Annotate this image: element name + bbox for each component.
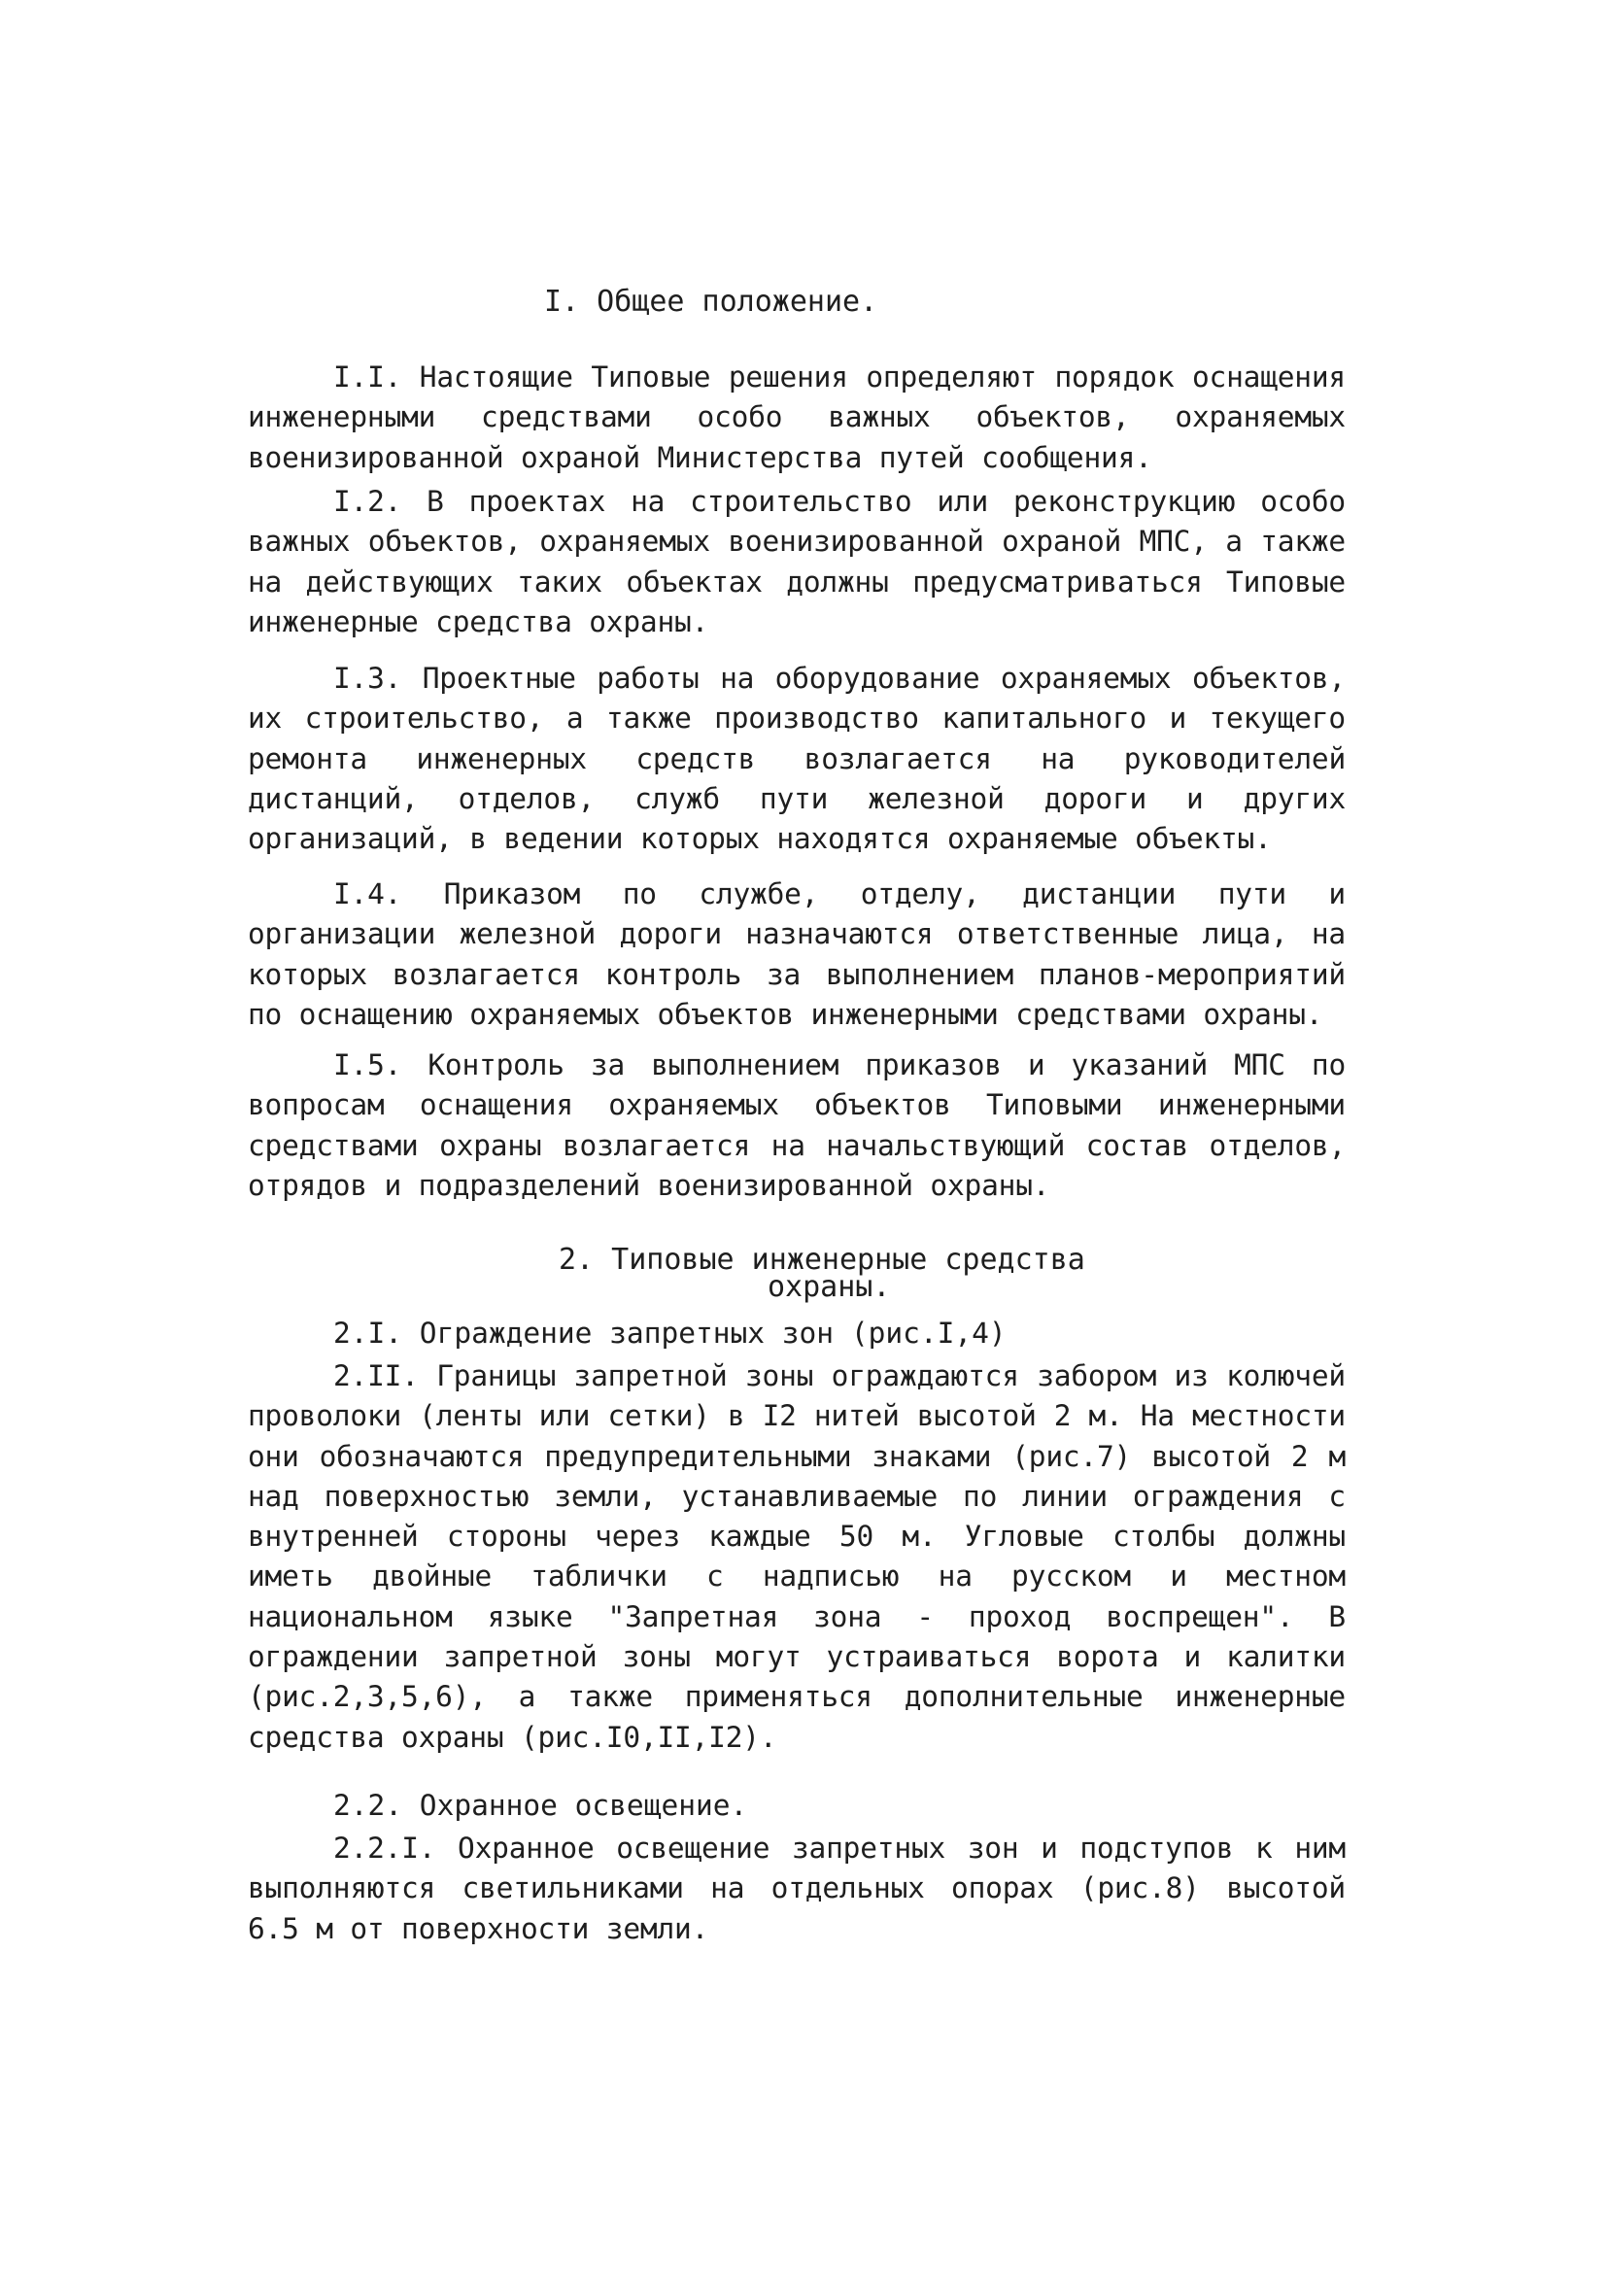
paragraph-2-2-1-text: 2.2.I. Охранное освещение запретных зон и подступов к ним выполняются светильниками на отдельных опорах (рис.8) высотой 6.5 м от поверхности земли. <box>248 1832 1346 1945</box>
paragraph-1-4 <box>248 874 1346 1035</box>
paragraph-1-4-text: I.4. Приказом по службе, отделу, дистанции пути и организации железной дороги назначаются ответственные лица, на которых возлагается контроль за выполнением планов-мероприятий по оснащению охраняемых объектов инженерными средствами охраны. <box>248 877 1346 1031</box>
paragraph-2-2-1 <box>248 1829 1346 1949</box>
subsection-2-1: 2.I. Ограждение запретных зон (рис.I,4) <box>333 1317 1007 1350</box>
subsection-2-2: 2.2. Охранное освещение. <box>333 1789 748 1822</box>
section-2-title: 2. Типовые инженерные средства <box>559 1243 1085 1277</box>
paragraph-1-5 <box>248 1045 1346 1206</box>
paragraph-1-3 <box>248 659 1346 859</box>
paragraph-1-5-text: I.5. Контроль за выполнением приказов и указаний МПС по вопросам оснащения охраняемых объектов Типовыми инженерными средствами охраны возлагается на начальствующий состав отделов, отрядов и подразделений военизированной охраны. <box>248 1048 1346 1202</box>
section-1-title: I. Общее положение. <box>544 285 878 319</box>
paragraph-1-1 <box>248 358 1346 478</box>
paragraph-1-2-text: I.2. В проектах на строительство или реконструкцию особо важных объектов, охраняемых военизированной охраной МПС, а также на действующих таких объектах должны предусматриваться Типовые инженерные средства охраны. <box>248 485 1346 638</box>
paragraph-2-11 <box>248 1356 1346 1758</box>
paragraph-1-2 <box>248 482 1346 642</box>
paragraph-1-1-text: I.I. Настоящие Типовые решения определяют порядок оснащения инженерными средствами особо важных объектов, охраняемых военизированной охраной Министерства путей сообщения. <box>248 360 1346 474</box>
paragraph-1-3-text: I.3. Проектные работы на оборудование охраняемых объектов, их строительство, а также производство капитального и текущего ремонта инженерных средств возлагается на руководителей дистанций, отделов, служб пути железной дороги и других организаций, в ведении которых находятся охраняемые объекты. <box>248 662 1346 856</box>
section-2-title-cont: охраны. <box>768 1270 891 1304</box>
paragraph-2-11-text: 2.II. Границы запретной зоны ограждаются забором из колючей проволоки (ленты или сетки) в I2 нитей высотой 2 м. На местности они обозначаются предупредительными знаками (рис.7) высотой 2 м над поверхностью земли, устанавливаемые по линии ограждения с внутренней стороны через каждые 50 м. Угловые столбы должны иметь двойные таблички с надписью на русском и местном национальном языке "Запретная зона - проход воспрещен". В ограждении запретной зоны могут устраиваться ворота и калитки (рис.2,3,5,6), а также применяться дополнительные инженерные средства охраны (рис.I0,II,I2). <box>248 1359 1346 1754</box>
